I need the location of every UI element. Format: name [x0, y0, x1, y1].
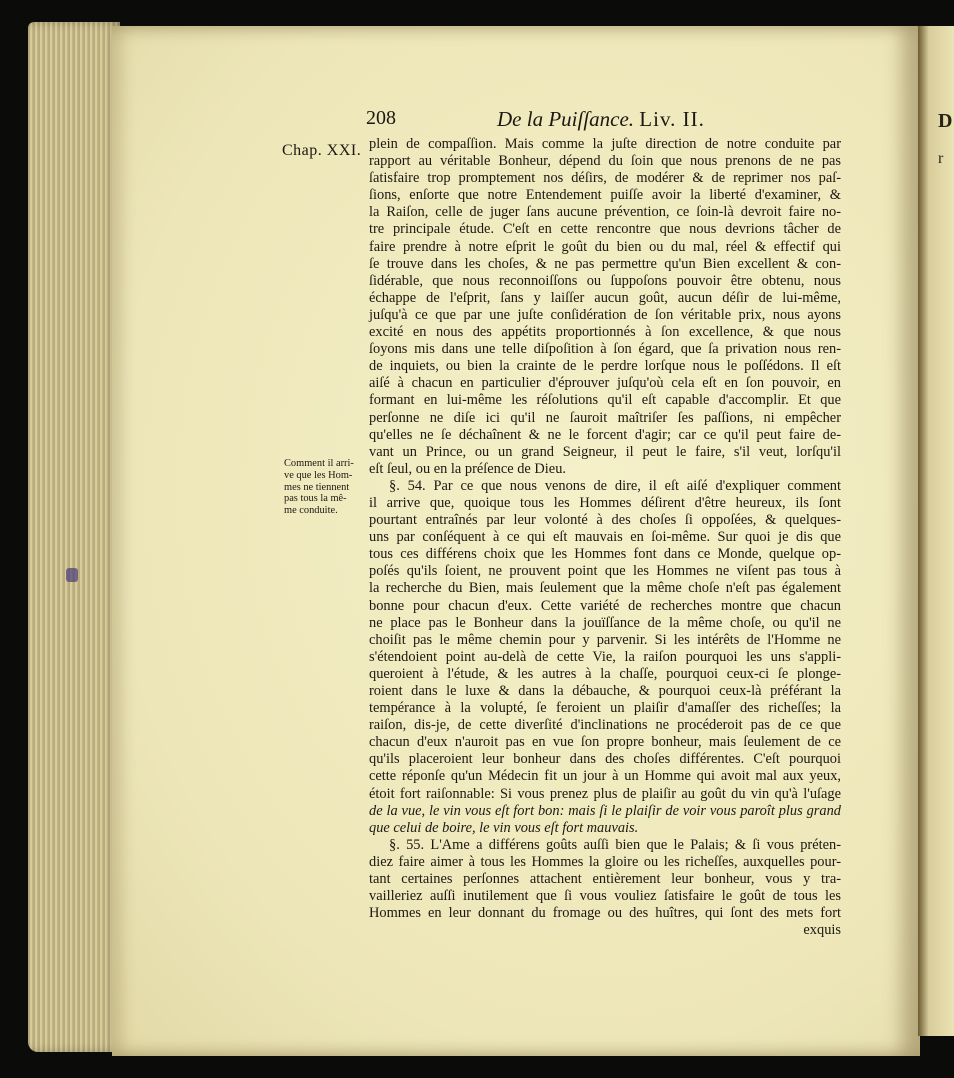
text-line: perſonne ne diſe ici qu'il ne ſauroit maîtriſer ſes paſſions, ni empêcher: [369, 409, 841, 426]
text-line: vailleriez auſſi inutilement que ſi vous vouliez ſatisfaire le goût de tous les: [369, 888, 841, 905]
text-line: s'étendoient point au-delà de cette Vie, la raiſon pourquoi les uns s'appli-: [369, 648, 841, 665]
text-line: de la vue, le vin vous eſt fort bon: mais ſi le plaiſir de voir vous paroît plus grand: [369, 802, 841, 819]
facing-page-edge: [918, 26, 954, 1036]
margin-note-line: Comment il arri-: [284, 458, 354, 469]
text-line: que celui de boire, le vin vous eſt fort mauvais.: [369, 819, 639, 836]
text-line: cette réponſe qu'un Médecin fit un jour à un Homme qui avoit mal aux yeux,: [369, 768, 841, 785]
running-book: Liv. II.: [639, 107, 705, 131]
chapter-label: Chap. XXI.: [282, 142, 362, 159]
text-line: chacun d'eux n'auroit pas en vue ſon propre bonheur, mais ſeulement de ce: [369, 734, 841, 751]
text-line: ſatisfaire trop promptement nos déſirs, de modérer & de reprimer nos paſ-: [369, 170, 841, 187]
facing-page-letter: D: [938, 110, 953, 132]
text-line: qu'elles ne ſe déchaînent & ne le forcent d'agir; car ce qu'il peut faire de-: [369, 426, 841, 443]
text-line: §. 54. Par ce que nous venons de dire, il eſt aiſé d'expliquer comment: [389, 477, 841, 494]
text-line: plein de compaſſion. Mais comme la juſte direction de notre conduite par: [369, 136, 841, 152]
text-line: qu'ils placeroient leur bonheur dans des choſes différentes. C'eſt pourquoi: [369, 751, 841, 768]
text-line: raiſon, dis-je, de cette diverſité d'inclinations ne procéderoit pas de ce que: [369, 717, 841, 734]
page-header: [0, 107, 954, 133]
running-title: De la Puiſſance.: [497, 107, 635, 131]
text-line: bonne pour chacun d'eux. Cette variété de recherches montre que chacun: [369, 597, 841, 614]
paragraph-54: [369, 478, 841, 803]
text-line: ſidérable, que nous reconnoiſſons ou ſuppoſons pouvoir être obtenu, nous: [369, 272, 841, 289]
margin-note-line: ve que les Hom-: [284, 469, 353, 481]
text-line: de inquiets, ou bien la crainte de le perdre lorſque nous le poſſédons. Il eſt: [369, 358, 841, 375]
text-line: rapport au véritable Bonheur, dépend du ſoin que nous prenons de ne pas: [369, 153, 841, 170]
text-line: faire prendre à notre eſprit le goût du bien ou du mal, réel & effectif qui: [369, 238, 841, 255]
body-text: [369, 136, 841, 939]
text-line: ſions, enſorte que notre Entendement puiſſe avoir la liberté d'examiner, &: [369, 187, 841, 204]
margin-note-line: pas tous la mê-: [284, 493, 347, 505]
text-line: la Raiſon, celle de juger ſans aucune prévention, ce ſoin-là devroit faire no-: [369, 204, 841, 221]
text-line: eſt ſeul, ou en la préſence de Dieu.: [369, 460, 566, 477]
text-line: pourtant entraînés par leur volonté à des choſes ſi oppoſées, & quelques-: [369, 512, 841, 529]
ink-stain: [66, 568, 78, 582]
catchword: exquis: [803, 922, 841, 939]
text-line: poſés qu'ils ſoient, ne prouvent point que les Hommes ne viſent pas tous à: [369, 563, 841, 580]
text-line: échappe de l'eſprit, ſans y laiſſer aucun goût, aucun déſir de lui-même,: [369, 289, 841, 306]
text-line: aiſé à chacun en particulier d'éprouver juſqu'où cela eſt en ſon pouvoir, en: [369, 375, 841, 392]
text-line: tous ces différens choix que les Hommes font dans ce Monde, quelque op-: [369, 546, 841, 563]
margin-note-line: me conduite.: [284, 505, 338, 517]
text-line: queroient à l'étude, & les autres à la chaſſe, pourquoi ceux-ci ſe plonge-: [369, 665, 841, 682]
text-line: il arrive que, quoique tous les Hommes déſirent d'être heureux, ils ſont: [369, 494, 841, 511]
text-line: roient dans le luxe & dans la débauche, & pourquoi ceux-là préférant la: [369, 683, 841, 699]
text-line: ne place pas le Bonheur dans la jouïſſance de la même choſe, ou qu'il ne: [369, 614, 841, 631]
text-line: formant en lui-même les réſolutions qu'il eſt capable d'accomplir. Et que: [369, 392, 841, 409]
book-page-edges: [28, 22, 120, 1052]
text-line: tre principale étude. C'eſt en cette rencontre que nous devrions tâcher de: [369, 221, 841, 238]
text-line: Hommes en leur donnant du fromage ou des huîtres, qui ſont des mets fort: [369, 905, 841, 922]
text-line: choiſit pas le même chemin pour y parvenir. Si les intérêts de l'Homme ne: [369, 631, 841, 648]
text-line: juſqu'à ce que par une juſte conſidération de ſon véritable prix, nous ayons: [369, 306, 841, 323]
margin-note: [284, 458, 362, 517]
paragraph-continuation: [369, 136, 841, 478]
margin-note-line: mes ne tiennent: [284, 481, 350, 493]
facing-page-letter-2: r: [938, 150, 944, 167]
text-line: uns par conſéquent à ce qui eſt mauvais en ſoi-même. Sur quoi je dis que: [369, 529, 841, 546]
quotation-italic: [369, 803, 841, 837]
text-line: tant certaines perſonnes attachent entièrement leur bonheur, vous y tra-: [369, 871, 841, 888]
paragraph-55: [369, 837, 841, 922]
text-line: vant un Prince, ou un grand Seigneur, il peut le faire, s'il veut, lorſqu'il: [369, 443, 841, 460]
text-line: ſe trouve dans les choſes, & ne pas permettre qu'un Bien excellent & con-: [369, 255, 841, 272]
page-number: 208: [366, 107, 396, 129]
text-line: excité en nous des appétits proportionnés à ſon excellence, & que nous: [369, 324, 841, 341]
text-line: étoit fort raiſonnable: Si vous prenez plus de plaiſir au goût du vin qu'à l'uſage: [369, 785, 841, 802]
text-line: §. 55. L'Ame a différens goûts auſſi bien que le Palais; & ſi vous préten-: [389, 836, 841, 853]
text-line: tempérance à la volupté, ſe feroient un plaiſir d'amaſſer des richeſſes; la: [369, 700, 841, 717]
text-line: la recherche du Bien, mais ſeulement que la même choſe n'eſt pas également: [369, 580, 841, 597]
running-head: [497, 107, 705, 132]
text-line: ſoyons mis dans une telle diſpoſition à ſon égard, que ſa privation nous ren-: [369, 341, 841, 358]
text-line: diez faire aimer à tous les Hommes la gloire ou les richeſſes, auxquelles pour-: [369, 853, 841, 870]
